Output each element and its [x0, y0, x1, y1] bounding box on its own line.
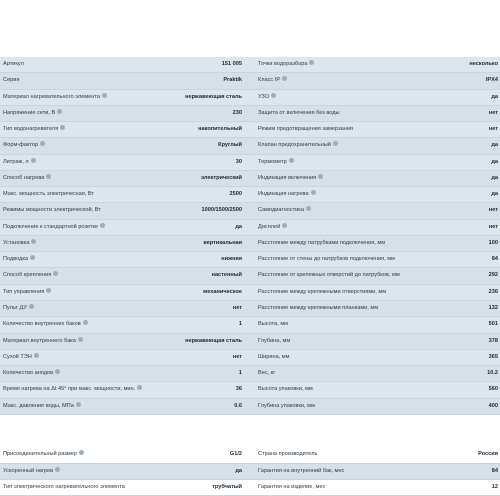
spec-value: да: [491, 158, 498, 165]
spec-value: 378: [488, 337, 498, 344]
spec-row: [0, 187, 248, 203]
info-icon[interactable]: [309, 60, 314, 65]
spec-value: G1/2: [229, 451, 242, 458]
info-icon[interactable]: [102, 93, 107, 98]
spec-value: 84: [491, 256, 498, 263]
info-icon[interactable]: [60, 125, 65, 130]
spec-label: Пульт ДУ: [3, 301, 34, 316]
spec-label: Расстояние от стены до патрубков подключения, мм: [258, 256, 395, 263]
spec-label: Подводка: [3, 252, 35, 267]
spec-value: Россия: [478, 451, 498, 458]
spec-row: [0, 90, 248, 106]
spec-row: [0, 317, 248, 333]
spec-value: нержавеющая сталь: [185, 337, 242, 344]
spec-value: несколько: [469, 61, 498, 67]
spec-value: нет: [488, 207, 498, 214]
spec-value: 560: [488, 386, 498, 393]
spec-value: 230: [232, 109, 242, 116]
spec-row: [248, 73, 500, 89]
info-icon[interactable]: [137, 385, 142, 390]
spec-value: нет: [232, 353, 242, 360]
info-icon[interactable]: [31, 239, 36, 244]
spec-value: 151 005: [221, 61, 242, 67]
spec-value: Praktik: [223, 77, 242, 84]
spec-row: [248, 138, 500, 154]
spec-row: [0, 334, 248, 350]
spec-label: Индикация нагрева: [258, 187, 316, 202]
spec-row: [0, 73, 248, 89]
spec-column-left: [0, 57, 248, 490]
spec-value: 2500: [229, 191, 242, 198]
spec-label: Точки водоразбора: [258, 57, 314, 72]
spec-label: Тип водонагревателя: [3, 122, 65, 137]
spec-label: Гарантия на внутренний бак, мес: [258, 467, 345, 474]
spec-label: Дисплей: [258, 220, 287, 235]
spec-row: [0, 301, 248, 317]
spec-row: [248, 317, 500, 333]
spec-value: 100: [488, 239, 498, 246]
spec-row: [0, 252, 248, 268]
spec-label: Материал нагревательного элемента: [3, 90, 107, 105]
spec-label: Клапан предохранительный: [258, 138, 338, 153]
spec-label: Самодиагностика: [258, 203, 311, 218]
spec-value: 1: [238, 321, 242, 328]
spec-value: нет: [232, 304, 242, 311]
spec-row: [0, 236, 248, 252]
spec-label: Артикул: [3, 61, 24, 67]
info-icon[interactable]: [34, 353, 39, 358]
info-icon[interactable]: [289, 158, 294, 163]
spec-row: [248, 382, 500, 398]
info-icon[interactable]: [57, 109, 62, 114]
spec-label: Расстояние между патрубками подключения, мм: [258, 239, 386, 246]
spec-label: Подключение к стандартной розетке: [3, 220, 105, 235]
spec-value: трубчатый: [212, 483, 242, 490]
spec-row: [0, 268, 248, 284]
spec-row: [0, 57, 248, 73]
spec-row: [248, 155, 500, 171]
spec-value: электрический: [200, 174, 242, 181]
spec-label: Режимы мощности электрической, Вт: [3, 207, 101, 214]
spec-label: Литраж, л: [3, 155, 36, 170]
spec-row: [248, 252, 500, 268]
spec-row: [0, 220, 248, 236]
spec-row: [0, 285, 248, 301]
spec-value: 400: [488, 402, 498, 409]
spec-label: Расстояние между крепежными отверстиями, мм: [258, 288, 387, 295]
info-icon[interactable]: [55, 369, 60, 374]
spec-row: [248, 350, 500, 366]
spec-row: [248, 268, 500, 284]
spec-row: [0, 155, 248, 171]
spec-value: да: [491, 142, 498, 149]
spec-label: Количество внутренних баков: [3, 317, 88, 332]
spec-value: 10.2: [487, 370, 498, 377]
spec-label: Глубина упаковки, мм: [258, 402, 315, 409]
spec-value: Круглый: [218, 142, 242, 149]
info-icon[interactable]: [333, 141, 338, 146]
spec-value: да: [491, 191, 498, 198]
spec-value: да: [491, 174, 498, 181]
spec-label: Защита от включения без воды: [258, 109, 340, 116]
spec-row: [248, 122, 500, 138]
spec-row: [0, 122, 248, 138]
spec-label: Класс IP: [258, 73, 287, 88]
spec-value: 1000/1500/2500: [201, 207, 242, 214]
spec-label: Макс. давление воды, МПа: [3, 399, 81, 414]
spec-row: [248, 90, 500, 106]
spec-value: 1: [238, 370, 242, 377]
info-icon[interactable]: [76, 402, 81, 407]
spec-value: нет: [488, 223, 498, 230]
spec-value: 365: [488, 353, 498, 360]
spec-row: [248, 187, 500, 203]
spec-row: [0, 399, 248, 415]
spec-value: вертикальная: [203, 239, 242, 246]
spec-value: 36: [235, 386, 242, 393]
spec-value: да: [235, 467, 242, 474]
info-icon[interactable]: [78, 337, 83, 342]
spec-value: 236: [488, 288, 498, 295]
spec-row: [248, 366, 500, 382]
spec-label: УЗО: [258, 90, 276, 105]
spec-label: Вес, кг: [258, 370, 276, 377]
spec-column-right: [248, 57, 500, 490]
spec-value: нержавеющая сталь: [185, 93, 242, 100]
info-icon[interactable]: [55, 467, 60, 472]
spec-row: [0, 382, 248, 398]
info-icon[interactable]: [311, 190, 316, 195]
info-icon[interactable]: [53, 271, 58, 276]
spec-row: [248, 464, 500, 480]
spec-value: нет: [488, 109, 498, 116]
spec-label: Тип управления: [3, 285, 51, 300]
info-icon[interactable]: [46, 288, 51, 293]
info-icon[interactable]: [30, 255, 35, 260]
spec-label: Способ крепления: [3, 268, 58, 283]
spec-value: механическое: [203, 288, 242, 295]
spec-row: [0, 203, 248, 219]
spec-table: [0, 57, 500, 490]
info-icon[interactable]: [31, 158, 36, 163]
spec-row: [248, 480, 500, 496]
spec-value: нет: [488, 126, 498, 133]
info-icon[interactable]: [40, 141, 45, 146]
spec-label: Глубина, мм: [258, 337, 291, 344]
spec-label: Форм-фактор: [3, 138, 45, 153]
info-icon[interactable]: [100, 223, 105, 228]
spec-row: [0, 366, 248, 382]
info-icon[interactable]: [271, 93, 276, 98]
spec-label: Расстояние от крепежных отверстий до патрубков, мм: [258, 272, 400, 279]
spec-row: [248, 57, 500, 73]
spec-label: Тип электрического нагревательного элемента: [3, 483, 125, 490]
spec-row: [0, 106, 248, 122]
spec-value: 292: [488, 272, 498, 279]
info-icon[interactable]: [29, 304, 34, 309]
spec-value: да: [491, 93, 498, 100]
spec-row: [248, 399, 500, 415]
spec-row: [248, 220, 500, 236]
spec-row: [248, 285, 500, 301]
info-icon[interactable]: [79, 450, 84, 455]
info-icon[interactable]: [306, 206, 311, 211]
spec-label: Высота упаковки, мм: [258, 386, 313, 393]
spec-label: Установка: [3, 236, 36, 251]
info-icon[interactable]: [46, 174, 51, 179]
spec-value: нижняя: [221, 256, 242, 263]
spec-label: Материал внутреннего бака: [3, 334, 83, 349]
spec-value: да: [235, 223, 242, 230]
spec-label: Ширина, мм: [258, 353, 290, 360]
spec-row: [0, 171, 248, 187]
spec-value: настенный: [211, 272, 242, 279]
spec-row: [248, 334, 500, 350]
spec-row: [248, 301, 500, 317]
spec-label: Количество анодов: [3, 366, 60, 381]
spec-value: 84: [491, 467, 498, 474]
info-icon[interactable]: [282, 223, 287, 228]
spec-label: Термометр: [258, 155, 294, 170]
page-footer-space: [0, 415, 500, 450]
info-icon[interactable]: [282, 76, 287, 81]
spec-label: Режим предотвращения замерзания: [258, 126, 353, 133]
spec-label: Напряжение сети, В: [3, 106, 62, 121]
spec-label: Сухой ТЭН: [3, 350, 39, 365]
spec-row: [0, 350, 248, 366]
spec-label: Расстояние между крепежными планками, мм: [258, 304, 379, 311]
spec-row: [248, 106, 500, 122]
spec-label: Индикация включения: [258, 171, 323, 186]
spec-row: [248, 236, 500, 252]
spec-label: Макс. мощность электрическая, Вт: [3, 191, 94, 198]
spec-value: 501: [488, 321, 498, 328]
spec-label: Ускоренный нагрев: [3, 464, 60, 479]
spec-label: Высота, мм: [258, 321, 289, 328]
spec-label: Серия: [3, 77, 20, 84]
spec-label: Гарантия на изделие, мес: [258, 483, 326, 490]
spec-value: 30: [235, 158, 242, 165]
spec-value: IPX4: [485, 77, 498, 84]
spec-label: Присоединительный размер: [3, 447, 84, 462]
spec-label: Способ нагрева: [3, 171, 51, 186]
spec-row: [0, 480, 248, 496]
spec-label: Время нагрева на Δt 45° при макс. мощности, мин.: [3, 382, 142, 397]
spec-row: [0, 464, 248, 480]
spec-row: [248, 203, 500, 219]
spec-value: 132: [488, 304, 498, 311]
spec-row: [0, 138, 248, 154]
spec-value: 12: [491, 483, 498, 490]
spec-value: накопительный: [198, 126, 242, 133]
spec-row: [248, 171, 500, 187]
info-icon[interactable]: [83, 320, 88, 325]
spec-label: Страна производитель: [258, 451, 318, 458]
spec-value: 0.6: [234, 402, 242, 409]
info-icon[interactable]: [318, 174, 323, 179]
